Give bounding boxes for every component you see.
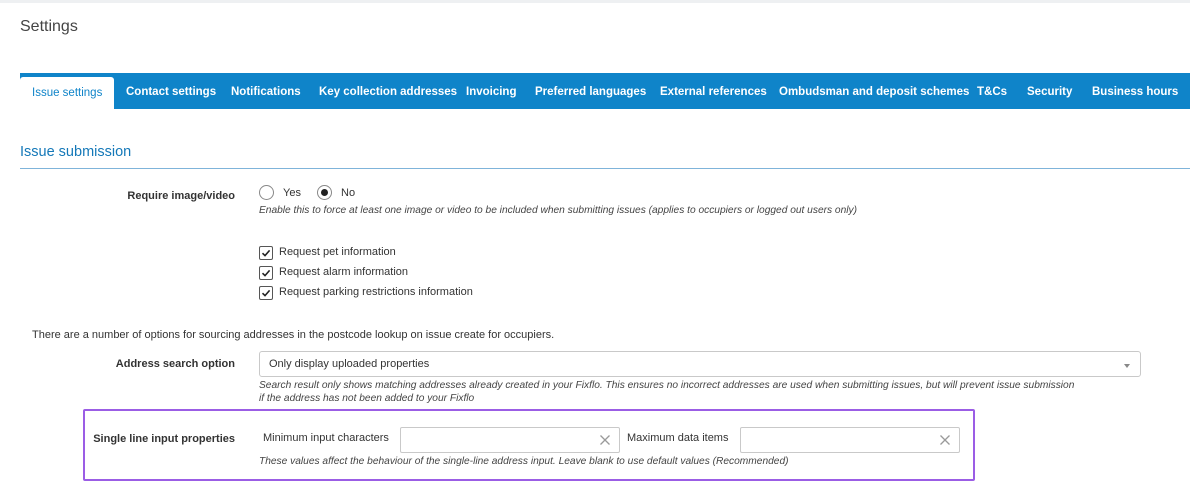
settings-tab-bar [20, 73, 1190, 109]
min-input-characters-input[interactable] [401, 428, 619, 452]
tab-tcs[interactable]: T&Cs [977, 86, 1008, 98]
top-divider [0, 0, 1190, 3]
address-search-label: Address search option [115, 358, 235, 370]
require-image-label: Require image/video [127, 190, 235, 202]
address-search-help-line1: Search result only shows matching addresses already created in your Fixflo. This ensures no incorrect addresses are used when submitting issues, but will prevent issue submission [259, 380, 1075, 391]
checkbox-pet-label: Request pet information [279, 246, 396, 258]
close-icon[interactable] [598, 433, 612, 447]
checkbox-alarm-information[interactable] [259, 266, 273, 280]
tab-invoicing[interactable]: Invoicing [466, 86, 517, 98]
radio-no-label: No [341, 187, 356, 199]
tab-ombudsman-deposit-schemes[interactable]: Ombudsman and deposit schemes [779, 86, 970, 98]
tab-business-hours[interactable]: Business hours [1092, 86, 1179, 98]
checkmark-icon [261, 288, 271, 298]
radio-no[interactable] [317, 185, 332, 200]
radio-yes-label: Yes [283, 187, 301, 199]
checkbox-pet-information[interactable] [259, 246, 273, 260]
tab-key-collection-addresses[interactable]: Key collection addresses [319, 86, 458, 98]
checkbox-parking-label: Request parking restrictions information [279, 286, 473, 298]
max-items-label: Maximum data items [627, 432, 729, 444]
address-search-value: Only display uploaded properties [269, 358, 430, 370]
checkmark-icon [261, 248, 271, 258]
radio-yes[interactable] [259, 185, 274, 200]
tab-issue-settings[interactable]: Issue settings [20, 77, 114, 109]
checkmark-icon [261, 268, 271, 278]
tab-contact-settings[interactable]: Contact settings [126, 86, 217, 98]
section-title: Issue submission [20, 144, 132, 160]
tab-security[interactable]: Security [1027, 86, 1073, 98]
tab-preferred-languages[interactable]: Preferred languages [535, 86, 647, 98]
chevron-down-icon [1124, 364, 1130, 368]
require-image-help: Enable this to force at least one image or video to be included when submitting issues (applies to occupiers or logged out users only) [259, 205, 858, 216]
checkbox-alarm-label: Request alarm information [279, 266, 409, 278]
page-title: Settings [20, 18, 78, 35]
address-sourcing-note: There are a number of options for sourcing addresses in the postcode lookup on issue create for occupiers. [32, 329, 555, 341]
address-search-select[interactable] [259, 351, 1141, 377]
single-line-label: Single line input properties [93, 433, 235, 445]
address-search-help-line2: if the address has not been added to your Fixflo [259, 393, 475, 404]
min-input-characters-field[interactable] [400, 427, 620, 453]
max-data-items-input[interactable] [741, 428, 959, 452]
close-icon[interactable] [938, 433, 952, 447]
checkbox-parking-restrictions[interactable] [259, 286, 273, 300]
max-data-items-field[interactable] [740, 427, 960, 453]
min-input-label: Minimum input characters [263, 432, 389, 444]
single-line-help: These values affect the behaviour of the single-line address input. Leave blank to use default values (Recommended) [259, 456, 789, 467]
tab-external-references[interactable]: External references [660, 86, 767, 98]
tab-notifications[interactable]: Notifications [231, 86, 301, 98]
section-divider [20, 168, 1190, 169]
